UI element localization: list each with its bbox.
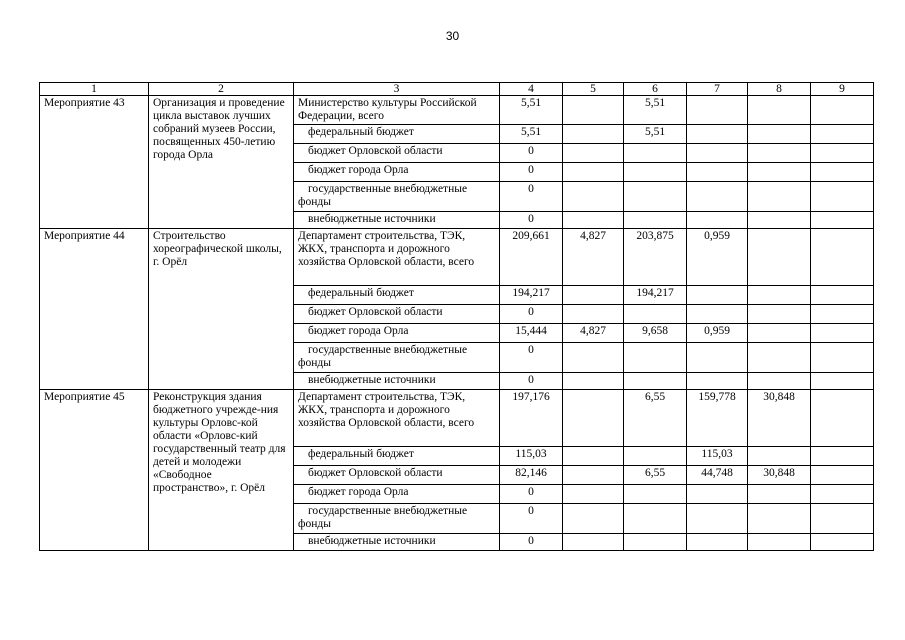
value-cell [687,163,748,182]
value-cell: 0,959 [687,324,748,343]
funding-source: бюджет города Орла [294,324,500,343]
activity-label: Мероприятие 43 [40,96,149,229]
funding-source: Департамент строительства, ТЭК, ЖКХ, транспорта и дорожного хозяйства Орловской области, всего [294,390,500,447]
funding-source: бюджет города Орла [294,485,500,504]
value-cell [563,212,624,229]
value-cell [563,343,624,373]
table-row [40,229,874,286]
value-cell: 115,03 [687,447,748,466]
value-cell: 0,959 [687,229,748,286]
value-cell [624,305,687,324]
value-cell [563,466,624,485]
value-cell: 82,146 [500,466,563,485]
value-cell [563,96,624,125]
funding-source: внебюджетные источники [294,373,500,390]
value-cell [563,447,624,466]
value-cell [811,485,874,504]
value-cell [624,373,687,390]
value-cell [811,182,874,212]
value-cell: 44,748 [687,466,748,485]
value-cell [811,212,874,229]
value-cell [811,390,874,447]
value-cell [811,447,874,466]
value-cell: 194,217 [624,286,687,305]
value-cell [811,343,874,373]
value-cell: 115,03 [500,447,563,466]
value-cell: 0 [500,182,563,212]
column-number: 8 [748,83,811,96]
value-cell [687,144,748,163]
activity-label: Мероприятие 45 [40,390,149,551]
value-cell [748,182,811,212]
value-cell: 0 [500,144,563,163]
value-cell [624,485,687,504]
activity-label: Мероприятие 44 [40,229,149,390]
value-cell [563,163,624,182]
value-cell [811,534,874,551]
value-cell [687,343,748,373]
value-cell [687,534,748,551]
value-cell: 15,444 [500,324,563,343]
value-cell [748,144,811,163]
value-cell: 30,848 [748,466,811,485]
value-cell [624,504,687,534]
funding-source: федеральный бюджет [294,286,500,305]
value-cell: 197,176 [500,390,563,447]
value-cell [748,447,811,466]
value-cell [563,504,624,534]
value-cell [811,163,874,182]
value-cell [811,125,874,144]
value-cell: 203,875 [624,229,687,286]
value-cell: 0 [500,212,563,229]
value-cell: 0 [500,534,563,551]
column-number: 2 [149,83,294,96]
activity-description: Организация и проведение цикла выставок лучших собраний музеев России, посвященных 450-летию города Орла [149,96,294,229]
value-cell [748,305,811,324]
page-number: 30 [445,29,460,43]
activity-description: Реконструкция здания бюджетного учрежде-ния культуры Орловс-кой области «Орловс-кий государственный театр для детей и молодежи «Свободное пространство», г. Орёл [149,390,294,551]
funding-source: федеральный бюджет [294,125,500,144]
value-cell [687,96,748,125]
value-cell [811,229,874,286]
table-row [40,96,874,125]
value-cell [748,343,811,373]
value-cell [748,229,811,286]
column-number: 1 [40,83,149,96]
value-cell [624,534,687,551]
value-cell: 0 [500,163,563,182]
value-cell [748,324,811,343]
value-cell [624,182,687,212]
value-cell [748,96,811,125]
funding-source: внебюджетные источники [294,212,500,229]
value-cell: 0 [500,485,563,504]
value-cell [748,534,811,551]
column-number: 6 [624,83,687,96]
value-cell: 4,827 [563,324,624,343]
value-cell: 159,778 [687,390,748,447]
value-cell: 209,661 [500,229,563,286]
value-cell [687,305,748,324]
value-cell [624,163,687,182]
value-cell [624,144,687,163]
value-cell [811,504,874,534]
value-cell [811,324,874,343]
value-cell: 5,51 [624,96,687,125]
column-number: 4 [500,83,563,96]
value-cell: 5,51 [500,96,563,125]
value-cell [687,286,748,305]
value-cell [563,390,624,447]
value-cell [748,163,811,182]
value-cell [563,534,624,551]
value-cell: 194,217 [500,286,563,305]
value-cell: 6,55 [624,466,687,485]
value-cell [748,125,811,144]
value-cell: 4,827 [563,229,624,286]
column-number: 9 [811,83,874,96]
value-cell [563,125,624,144]
value-cell [687,485,748,504]
value-cell: 0 [500,305,563,324]
column-number: 7 [687,83,748,96]
value-cell [563,373,624,390]
funding-source: бюджет Орловской области [294,305,500,324]
value-cell [687,125,748,144]
value-cell: 0 [500,504,563,534]
value-cell [624,343,687,373]
funding-source: государственные внебюджетные фонды [294,504,500,534]
funding-source: внебюджетные источники [294,534,500,551]
value-cell [748,373,811,390]
funding-source: бюджет Орловской области [294,144,500,163]
value-cell [563,485,624,504]
value-cell [563,286,624,305]
value-cell [748,286,811,305]
table-row [40,390,874,447]
value-cell: 5,51 [500,125,563,144]
value-cell: 0 [500,373,563,390]
value-cell [624,447,687,466]
value-cell [811,305,874,324]
funding-source: федеральный бюджет [294,447,500,466]
value-cell [563,144,624,163]
value-cell [811,466,874,485]
funding-source: бюджет Орловской области [294,466,500,485]
column-number: 3 [294,83,500,96]
value-cell: 6,55 [624,390,687,447]
funding-source: бюджет города Орла [294,163,500,182]
funding-table [39,82,874,551]
value-cell [811,373,874,390]
funding-source: государственные внебюджетные фонды [294,182,500,212]
value-cell [811,286,874,305]
funding-source: Департамент строительства, ТЭК, ЖКХ, транспорта и дорожного хозяйства Орловской области, всего [294,229,500,286]
value-cell: 30,848 [748,390,811,447]
value-cell [687,373,748,390]
column-number: 5 [563,83,624,96]
column-numbers-row [40,83,874,96]
value-cell [624,212,687,229]
value-cell [811,144,874,163]
value-cell [687,182,748,212]
funding-source: Министерство культуры Российской Федерации, всего [294,96,500,125]
value-cell: 0 [500,343,563,373]
value-cell: 5,51 [624,125,687,144]
value-cell [687,212,748,229]
funding-source: государственные внебюджетные фонды [294,343,500,373]
value-cell [748,212,811,229]
value-cell [563,305,624,324]
value-cell: 9,658 [624,324,687,343]
value-cell [811,96,874,125]
value-cell [748,485,811,504]
value-cell [687,504,748,534]
activity-description: Строительство хореографической школы, г. Орёл [149,229,294,390]
value-cell [563,182,624,212]
value-cell [748,504,811,534]
